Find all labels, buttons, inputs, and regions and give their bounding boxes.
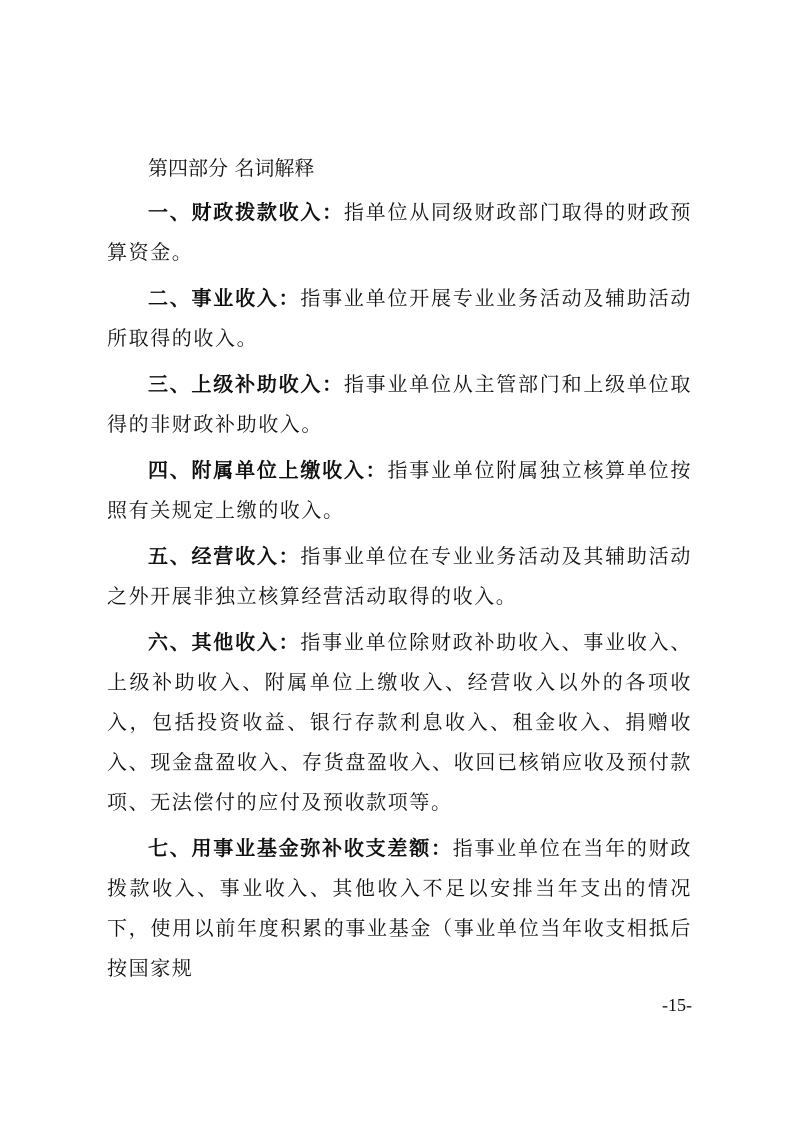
term-name: 五、经营收入：: [148, 544, 301, 568]
term-paragraph: [107, 278, 692, 358]
term-definition: 指事业单位除财政补助收入、事业收入、上级补助收入、附属单位上缴收入、经营收入以外的各项收入，包括投资收益、银行存款利息收入、租金收入、捐赠收入、现金盘盈收入、存货盘盈收入、收回已核销应收及预付款项、无法偿付的应付及预收款项等。: [107, 630, 692, 814]
term-paragraph: [107, 622, 692, 822]
term-definition: 指事业单位在专业业务活动及其辅助活动之外开展非独立核算经营活动取得的收入。: [107, 544, 692, 608]
term-name: 六、其他收入：: [148, 630, 301, 654]
page-number: -15-: [662, 995, 692, 1015]
term-definition: 指事业单位在当年的财政拨款收入、事业收入、其他收入不足以安排当年支出的情况下，使用以前年度积累的事业基金（事业单位当年收支相抵后按国家规: [107, 836, 692, 980]
term-paragraph: [107, 536, 692, 616]
term-paragraph: [107, 192, 692, 272]
term-name: 七、用事业基金弥补收支差额：: [148, 836, 453, 860]
term-paragraph: [107, 828, 692, 988]
section-title: 第四部分 名词解释: [148, 156, 315, 180]
term-paragraph: [107, 364, 692, 444]
term-definition: 指事业单位开展专业业务活动及辅助活动所取得的收入。: [107, 286, 692, 350]
term-name: 二、事业收入：: [148, 286, 301, 310]
document-body: [107, 150, 692, 994]
term-name: 四、附属单位上缴收入：: [148, 458, 388, 482]
term-name: 一、财政拨款收入：: [148, 200, 344, 224]
term-definition: 指事业单位附属独立核算单位按照有关规定上缴的收入。: [107, 458, 692, 522]
term-definition: 指事业单位从主管部门和上级单位取得的非财政补助收入。: [107, 372, 692, 436]
term-name: 三、上级补助收入：: [148, 372, 344, 396]
term-definition: 指单位从同级财政部门取得的财政预算资金。: [107, 200, 692, 264]
term-paragraph: [107, 450, 692, 530]
